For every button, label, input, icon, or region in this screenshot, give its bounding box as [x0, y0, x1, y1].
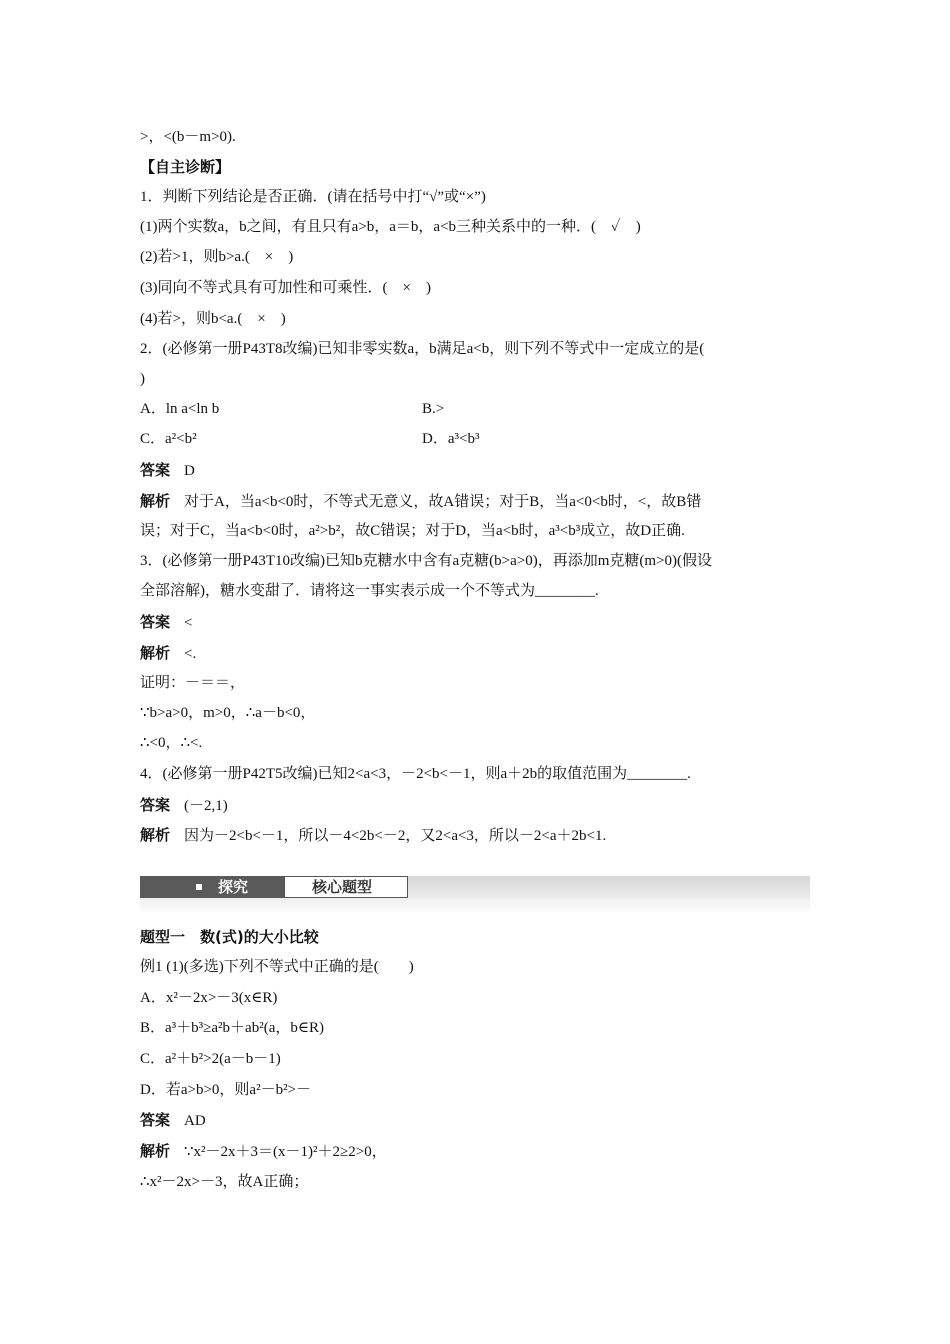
answer-label: 答案	[140, 796, 171, 814]
proof-line: ∵b>a>0，m>0，∴a－b<0，	[140, 705, 316, 721]
options-row	[140, 429, 812, 449]
question-2-bracket: )	[140, 371, 145, 387]
answer-label: 答案	[140, 613, 171, 631]
question-3-continued: 全部溶解)，糖水变甜了．请将这一事实表示成一个不等式为________.	[140, 583, 599, 599]
option-d: D．a³<b³	[422, 431, 480, 447]
question-1: 1．判断下列结论是否正确．(请在括号中打“√”或“×”)	[140, 189, 486, 205]
answer-row	[140, 612, 192, 633]
text-line: >，<(b－m>0).	[140, 129, 236, 145]
example-option-c: C．a²＋b²>2(a－b－1)	[140, 1051, 281, 1067]
proof-line: 证明：－＝＝，	[140, 675, 246, 691]
analysis-continued: 误；对于C，当a<b<0时，a²>b²，故C错误；对于D，当a<b时，a³<b³成立，故D正确.	[140, 523, 685, 539]
square-bullet-icon	[196, 884, 202, 890]
options-row	[140, 399, 812, 419]
analysis-continued: ∴x²－2x>－3，故A正确；	[140, 1174, 309, 1190]
analysis-row	[140, 643, 196, 664]
question-1-item-4: (4)若>，则b<a.( × )	[140, 311, 286, 327]
option-c: C．a²<b²	[140, 431, 197, 447]
analysis-text: ∵x²－2x＋3＝(x－1)²＋2≥2>0，	[184, 1144, 387, 1160]
example-option-a: A．x²－2x>－3(x∈R)	[140, 990, 278, 1006]
proof-line: ∴<0，∴<.	[140, 735, 203, 751]
question-1-item-1: (1)两个实数a，b之间，有且只有a>b，a＝b，a<b三种关系中的一种．( ✓ )	[140, 219, 641, 235]
section-heading: 【自主诊断】	[140, 158, 231, 176]
question-3: 3．(必修第一册P43T10改编)已知b克糖水中含有a克糖(b>a>0)，再添加m克糖(m>0)(假设	[140, 553, 713, 569]
answer-value: AD	[184, 1113, 206, 1129]
analysis-row	[140, 825, 606, 846]
question-1-item-2: (2)若>1，则b>a.( × )	[140, 249, 294, 265]
question-4: 4．(必修第一册P42T5改编)已知2<a<3，－2<b<－1，则a＋2b的取值范围为________.	[140, 766, 691, 782]
analysis-row	[140, 1141, 387, 1162]
answer-value: D	[184, 463, 195, 479]
banner-title-left: 探究	[218, 878, 249, 896]
analysis-label: 解析	[140, 492, 171, 510]
banner-title-right: 核心题型	[312, 878, 373, 896]
example-option-b: B．a³＋b³≥a²b＋ab²(a，b∈R)	[140, 1020, 324, 1036]
question-1-item-3: (3)同向不等式具有可加性和可乘性．( × )	[140, 280, 431, 296]
analysis-label: 解析	[140, 644, 171, 662]
topic-heading: 题型一 数(式)的大小比较	[140, 928, 319, 946]
section-banner	[140, 856, 810, 914]
answer-value: <	[184, 615, 193, 631]
answer-row	[140, 1110, 206, 1131]
answer-label: 答案	[140, 461, 171, 479]
analysis-text: <.	[184, 646, 197, 662]
answer-label: 答案	[140, 1111, 171, 1129]
analysis-label: 解析	[140, 1142, 171, 1160]
example-option-d: D．若a>b>0，则a²－b²>－	[140, 1082, 312, 1098]
analysis-row	[140, 491, 701, 512]
answer-row	[140, 460, 195, 481]
analysis-text: 对于A，当a<b<0时，不等式无意义，故A错误；对于B，当a<0<b时，<，故B错	[184, 494, 702, 510]
banner-shadow	[140, 898, 810, 914]
option-b: B.>	[422, 401, 445, 417]
analysis-label: 解析	[140, 826, 171, 844]
answer-row	[140, 795, 228, 816]
banner-dark-block	[140, 876, 284, 898]
analysis-text: 因为－2<b<－1，所以－4<2b<－2，又2<a<3，所以－2<a＋2b<1.	[184, 828, 607, 844]
question-2: 2．(必修第一册P43T8改编)已知非零实数a，b满足a<b，则下列不等式中一定成立的是(	[140, 341, 705, 357]
example-1: 例1 (1)(多选)下列不等式中正确的是( )	[140, 959, 414, 975]
answer-value: (－2,1)	[184, 798, 228, 814]
option-a: A．ln a<ln b	[140, 401, 220, 417]
